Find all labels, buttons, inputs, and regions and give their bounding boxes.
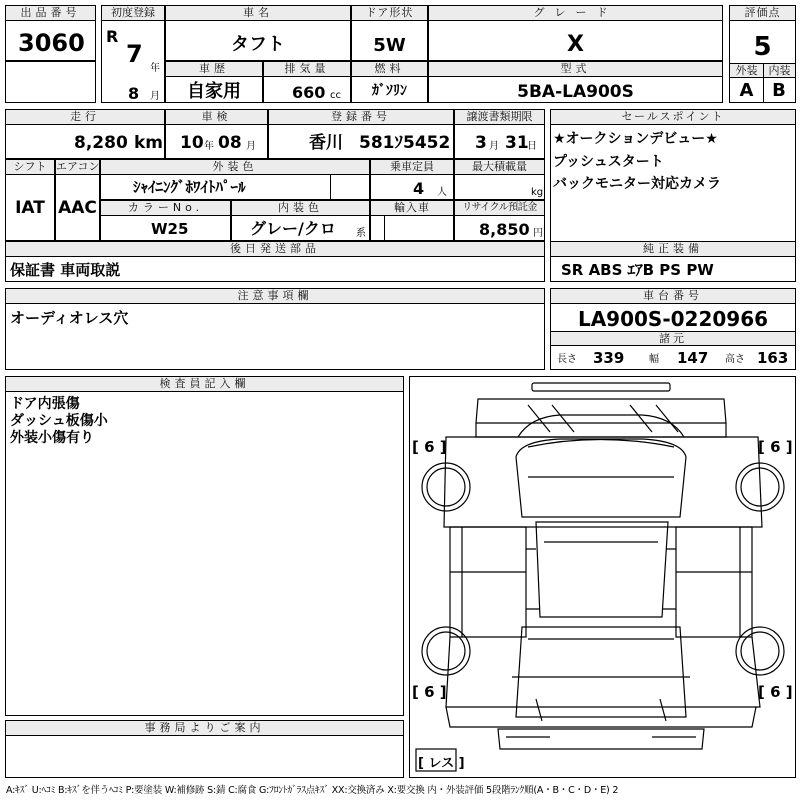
first-reg-year-unit: 年 (150, 63, 160, 74)
later-parts: 保証書 車両取説 (10, 261, 121, 279)
tire-fr-value: 6 (770, 438, 781, 456)
interior-color-box (231, 200, 370, 241)
interior-color-label: 内装色 (232, 201, 369, 216)
tire-rl-bracket: [ 6 ] (412, 683, 447, 701)
inspection-month-unit: 月 (246, 141, 256, 152)
later-parts-label: 後日発送部品 (6, 242, 544, 257)
inspector-label: 検査員記入欄 (6, 377, 403, 392)
history-box (165, 61, 263, 103)
displacement: 660 (292, 83, 326, 102)
grade-box (428, 5, 723, 61)
car-name: タフト (231, 34, 285, 55)
shift-label: シフト (6, 160, 54, 175)
height-label: 高さ (725, 354, 745, 365)
fuel-box (351, 61, 428, 103)
inspector-note-1: ドア内張傷 (10, 396, 80, 412)
later-parts-box (5, 241, 545, 282)
car-name-box (165, 5, 351, 61)
length: 339 (593, 349, 625, 367)
recycle: 8,850 (479, 220, 530, 239)
sales-points-label: セールスポイント (551, 110, 795, 125)
first-reg-label: 初度登録 (102, 6, 164, 21)
displacement-label: 排気量 (264, 62, 350, 77)
tire-fr-bracket: [ 6 ] (758, 438, 793, 456)
tire-rr-bracket: [ 6 ] (758, 683, 793, 701)
color-no-label: カラーNo. (101, 201, 230, 216)
inspector-box (5, 376, 404, 716)
ext-score-label: 外装 (730, 63, 763, 78)
displacement-unit: cc (330, 90, 341, 101)
genuine-equipment-label: 純正装備 (551, 242, 795, 257)
specs-label: 諸元 (551, 331, 795, 346)
door-label: ドア形状 (352, 6, 427, 21)
first-reg-box (101, 5, 165, 103)
grade: X (567, 32, 584, 57)
plate-box (268, 109, 454, 159)
plate-area: 香川 (309, 133, 343, 153)
notes-box (5, 288, 545, 370)
score-label: 評価点 (730, 6, 795, 21)
genuine-equipment: SR ABS ｴｱB PS PW (561, 261, 714, 279)
inspector-note-3: 外装小傷有り (10, 430, 94, 446)
damage-diagram-box (409, 376, 796, 778)
inspection-box (165, 109, 268, 159)
max-load-box (454, 159, 545, 200)
exterior-color: ｼｬｲﾆﾝｸﾞﾎﾜｲﾄﾊﾟｰﾙ (133, 178, 246, 196)
sales-point-3: バックモニター対応カメラ (553, 176, 721, 192)
exterior-color-label: 外装色 (101, 160, 369, 175)
mileage: 8,280 (74, 133, 128, 153)
spare-tire-bracket: [ レス ] (418, 756, 465, 771)
model-code-box (428, 61, 723, 103)
tire-rr-value: 6 (770, 683, 781, 701)
interior-color-suffix: 系 (356, 228, 366, 239)
aircon-label: エアコン (56, 160, 99, 173)
model-code-label: 型式 (429, 62, 722, 77)
office-label: 事務局よりご案内 (6, 721, 403, 736)
mileage-box (5, 109, 165, 159)
lot-blank (5, 61, 96, 103)
ext-score: A (739, 80, 754, 101)
chassis-box (550, 288, 796, 370)
car-name-label: 車名 (166, 6, 350, 21)
capacity: 4 (413, 179, 425, 198)
damage-legend: A:ｷｽﾞ U:ﾍｺﾐ B:ｷｽﾞを伴うﾍｺﾐ P:要塗装 W:補修跡 S:錆 C:腐食 G:ﾌﾛﾝﾄｶﾞﾗｽ点ｷｽﾞ XX:交換済み X:要交換 内・外装評価 5段階ﾗﾝｸ順(A・B・C・D・E) 2 (6, 785, 619, 796)
inspection-year: 10 (180, 133, 204, 153)
length-label: 長さ (557, 354, 577, 365)
history-label: 車歴 (166, 62, 262, 77)
door-box (351, 5, 428, 61)
genuine-equipment-box (550, 241, 796, 282)
score-box (729, 5, 796, 103)
max-load-unit: kg (531, 187, 544, 198)
color-no-box (100, 200, 231, 241)
grade-label: グレード (429, 6, 722, 21)
mileage-label: 走行 (6, 110, 164, 125)
inspection-year-unit: 年 (204, 141, 214, 152)
transfer-day-unit: 日 (527, 141, 537, 152)
fuel-label: 燃料 (352, 62, 427, 77)
first-reg-month: 8 (128, 84, 140, 103)
transfer-label: 譲渡書類期限 (455, 110, 544, 125)
max-load-label: 最大積載量 (455, 160, 544, 175)
first-reg-year: 7 (126, 40, 143, 68)
capacity-unit: 人 (437, 187, 447, 198)
aircon: AAC (58, 198, 97, 218)
sales-points-box (550, 109, 796, 258)
model-code: 5BA-LA900S (517, 82, 634, 102)
transfer-month: 3 (475, 133, 487, 153)
width: 147 (677, 349, 709, 367)
displacement-box (263, 61, 351, 103)
aircon-box (55, 159, 100, 241)
color-no: W25 (151, 220, 189, 238)
mileage-unit: km (134, 133, 164, 153)
score: 5 (753, 32, 772, 62)
plate-number: 581ｿ5452 (359, 133, 451, 153)
sales-point-1: ★オークションデビュー★ (553, 131, 718, 147)
capacity-box (370, 159, 454, 200)
shift: IAT (15, 198, 45, 218)
int-score: B (772, 80, 786, 101)
interior-color: グレー/クロ (250, 219, 336, 238)
first-reg-era: R (106, 27, 119, 46)
tire-fl-bracket: [ 6 ] (412, 438, 447, 456)
fuel: ｶﾞｿﾘﾝ (372, 83, 407, 99)
lot-number: 3060 (18, 29, 85, 57)
car-diagram-svg (410, 377, 795, 777)
recycle-box (454, 200, 545, 241)
door-type: 5W (373, 35, 406, 56)
import-box (370, 200, 454, 241)
lot-label: 出品番号 (6, 6, 95, 21)
chassis-label: 車台番号 (551, 289, 795, 304)
plate-label: 登録番号 (269, 110, 453, 125)
chassis-number: LA900S-0220966 (577, 307, 769, 331)
office-box (5, 720, 404, 778)
history: 自家用 (187, 81, 241, 102)
notes-label: 注意事項欄 (6, 289, 544, 304)
spare-tire-value: レス (428, 756, 455, 771)
inspection-label: 車検 (166, 110, 267, 125)
tire-fl-value: 6 (424, 438, 435, 456)
capacity-label: 乗車定員 (371, 160, 453, 175)
first-reg-month-unit: 月 (150, 91, 160, 102)
tire-rl-value: 6 (424, 683, 435, 701)
recycle-unit: 円 (533, 228, 543, 239)
shift-box (5, 159, 55, 241)
sales-point-2: プッシュスタート (553, 154, 664, 170)
exterior-color-box (100, 159, 370, 200)
inspection-month: 08 (218, 133, 242, 153)
int-score-label: 内装 (763, 63, 795, 78)
height: 163 (757, 349, 789, 367)
notes: オーディオレス穴 (10, 309, 129, 327)
import-label: 輸入車 (371, 201, 453, 216)
inspector-note-2: ダッシュ板傷小 (10, 413, 108, 429)
lot-box (5, 5, 96, 61)
width-label: 幅 (649, 354, 659, 365)
recycle-label: リサイクル預託金 (455, 201, 544, 216)
transfer-box (454, 109, 545, 159)
transfer-month-unit: 月 (489, 141, 499, 152)
transfer-day: 31 (505, 133, 529, 153)
